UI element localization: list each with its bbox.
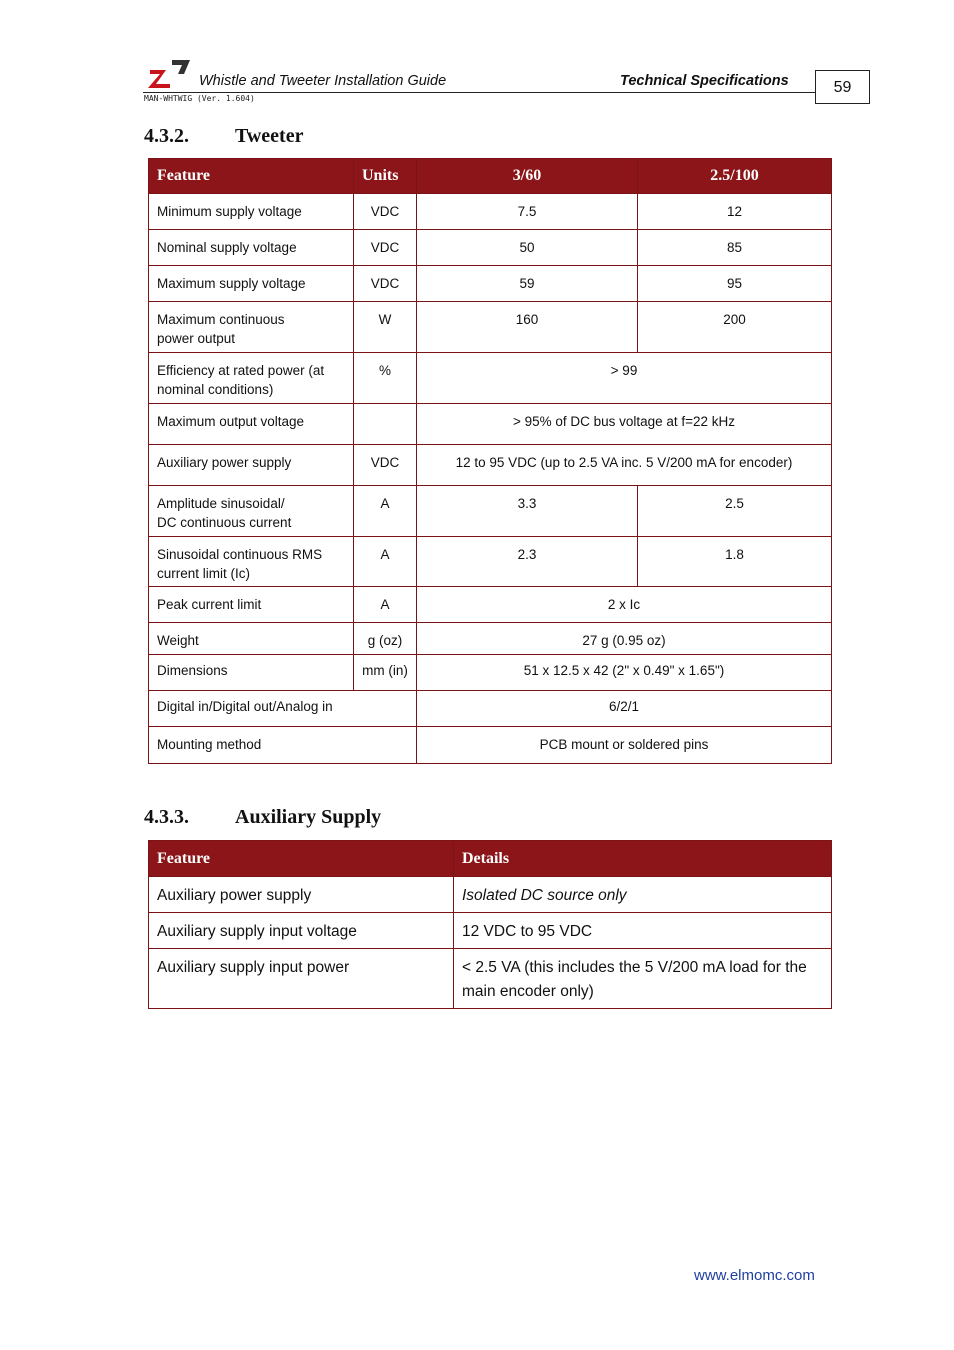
col-header-feature: Feature bbox=[149, 841, 454, 877]
table-row bbox=[149, 445, 832, 486]
table-row bbox=[149, 302, 832, 353]
col-header-units: Units bbox=[354, 159, 417, 194]
section-heading-auxiliary-supply bbox=[144, 806, 381, 829]
feature-cell bbox=[149, 486, 354, 537]
units-cell: g (oz) bbox=[354, 623, 417, 655]
value-cell: 7.5 bbox=[417, 194, 638, 230]
value-cell: 6/2/1 bbox=[417, 691, 832, 727]
value-cell: 12 bbox=[638, 194, 832, 230]
units-cell: VDC bbox=[354, 194, 417, 230]
value-cell: 59 bbox=[417, 266, 638, 302]
feature-cell: Auxiliary power supply bbox=[149, 445, 354, 486]
value-cell: 50 bbox=[417, 230, 638, 266]
feature-cell: Digital in/Digital out/Analog in bbox=[149, 691, 417, 727]
table-row bbox=[149, 194, 832, 230]
units-cell: VDC bbox=[354, 266, 417, 302]
section-number: 4.3.3. bbox=[144, 806, 189, 828]
details-cell: < 2.5 VA (this includes the 5 V/200 mA load for the main encoder only) bbox=[454, 949, 832, 1009]
feature-cell: Auxiliary power supply bbox=[149, 877, 454, 913]
feature-cell: Auxiliary supply input voltage bbox=[149, 913, 454, 949]
table-row bbox=[149, 537, 832, 587]
table-row bbox=[149, 486, 832, 537]
feature-cell: Mounting method bbox=[149, 727, 417, 764]
value-cell: > 99 bbox=[417, 353, 832, 404]
col-header-3-60: 3/60 bbox=[417, 159, 638, 194]
table-header-row bbox=[149, 841, 832, 877]
feature-cell bbox=[149, 302, 354, 353]
value-cell: 1.8 bbox=[638, 537, 832, 587]
feature-line: Maximum continuous bbox=[157, 312, 285, 327]
value-cell: PCB mount or soldered pins bbox=[417, 727, 832, 764]
value-cell: 3.3 bbox=[417, 486, 638, 537]
aux-supply-table bbox=[148, 840, 832, 1009]
units-cell: A bbox=[354, 537, 417, 587]
feature-cell: Nominal supply voltage bbox=[149, 230, 354, 266]
section-title: Auxiliary Supply bbox=[235, 806, 382, 828]
units-cell: A bbox=[354, 587, 417, 623]
table-row bbox=[149, 623, 832, 655]
feature-line: Sinusoidal continuous RMS bbox=[157, 547, 323, 562]
value-cell: 27 g (0.95 oz) bbox=[417, 623, 832, 655]
section-heading-tweeter bbox=[144, 125, 303, 148]
feature-cell bbox=[149, 353, 354, 404]
table-row bbox=[149, 913, 832, 949]
feature-cell: Maximum output voltage bbox=[149, 404, 354, 445]
feature-cell: Dimensions bbox=[149, 655, 354, 691]
units-cell: % bbox=[354, 353, 417, 404]
col-header-2-5-100: 2.5/100 bbox=[638, 159, 832, 194]
units-cell: VDC bbox=[354, 230, 417, 266]
col-header-feature: Feature bbox=[149, 159, 354, 194]
feature-line: current limit (Ic) bbox=[157, 566, 251, 581]
details-cell: Isolated DC source only bbox=[454, 877, 832, 913]
table-row bbox=[149, 230, 832, 266]
header-rule bbox=[143, 92, 816, 93]
units-cell bbox=[354, 404, 417, 445]
details-cell: 12 VDC to 95 VDC bbox=[454, 913, 832, 949]
value-cell: 160 bbox=[417, 302, 638, 353]
website-link[interactable]: www.elmomc.com bbox=[694, 1267, 815, 1284]
table-row bbox=[149, 404, 832, 445]
feature-line: Efficiency at rated power (at bbox=[157, 363, 325, 378]
tweeter-spec-table bbox=[148, 158, 832, 764]
document-version: MAN-WHTWIG (Ver. 1.604) bbox=[144, 94, 255, 103]
feature-cell: Minimum supply voltage bbox=[149, 194, 354, 230]
value-cell: 2 x Ic bbox=[417, 587, 832, 623]
feature-line: power output bbox=[157, 331, 236, 346]
units-cell: W bbox=[354, 302, 417, 353]
value-cell: > 95% of DC bus voltage at f=22 kHz bbox=[417, 404, 832, 445]
table-header-row bbox=[149, 159, 832, 194]
header-section-title: Technical Specifications bbox=[620, 73, 789, 89]
value-cell: 200 bbox=[638, 302, 832, 353]
table-row bbox=[149, 266, 832, 302]
units-cell: A bbox=[354, 486, 417, 537]
value-cell: 85 bbox=[638, 230, 832, 266]
table-row bbox=[149, 691, 832, 727]
value-cell: 12 to 95 VDC (up to 2.5 VA inc. 5 V/200 mA for encoder) bbox=[417, 445, 832, 486]
section-title: Tweeter bbox=[235, 125, 304, 147]
units-cell: VDC bbox=[354, 445, 417, 486]
feature-cell: Peak current limit bbox=[149, 587, 354, 623]
col-header-details: Details bbox=[454, 841, 832, 877]
table-row bbox=[149, 587, 832, 623]
document-title: Whistle and Tweeter Installation Guide bbox=[199, 73, 447, 89]
table-row bbox=[149, 655, 832, 691]
feature-cell: Maximum supply voltage bbox=[149, 266, 354, 302]
value-cell: 2.5 bbox=[638, 486, 832, 537]
value-cell: 51 x 12.5 x 42 (2" x 0.49" x 1.65") bbox=[417, 655, 832, 691]
value-cell: 95 bbox=[638, 266, 832, 302]
table-row bbox=[149, 353, 832, 404]
feature-line: Amplitude sinusoidal/ bbox=[157, 496, 285, 511]
units-cell: mm (in) bbox=[354, 655, 417, 691]
section-number: 4.3.2. bbox=[144, 125, 189, 147]
feature-line: DC continuous current bbox=[157, 515, 292, 530]
elmo-logo bbox=[148, 58, 190, 88]
feature-line: nominal conditions) bbox=[157, 382, 274, 397]
feature-cell: Weight bbox=[149, 623, 354, 655]
value-cell: 2.3 bbox=[417, 537, 638, 587]
feature-cell: Auxiliary supply input power bbox=[149, 949, 454, 1009]
table-row bbox=[149, 727, 832, 764]
page-number: 59 bbox=[815, 70, 870, 104]
table-row bbox=[149, 877, 832, 913]
feature-cell bbox=[149, 537, 354, 587]
table-row bbox=[149, 949, 832, 1009]
